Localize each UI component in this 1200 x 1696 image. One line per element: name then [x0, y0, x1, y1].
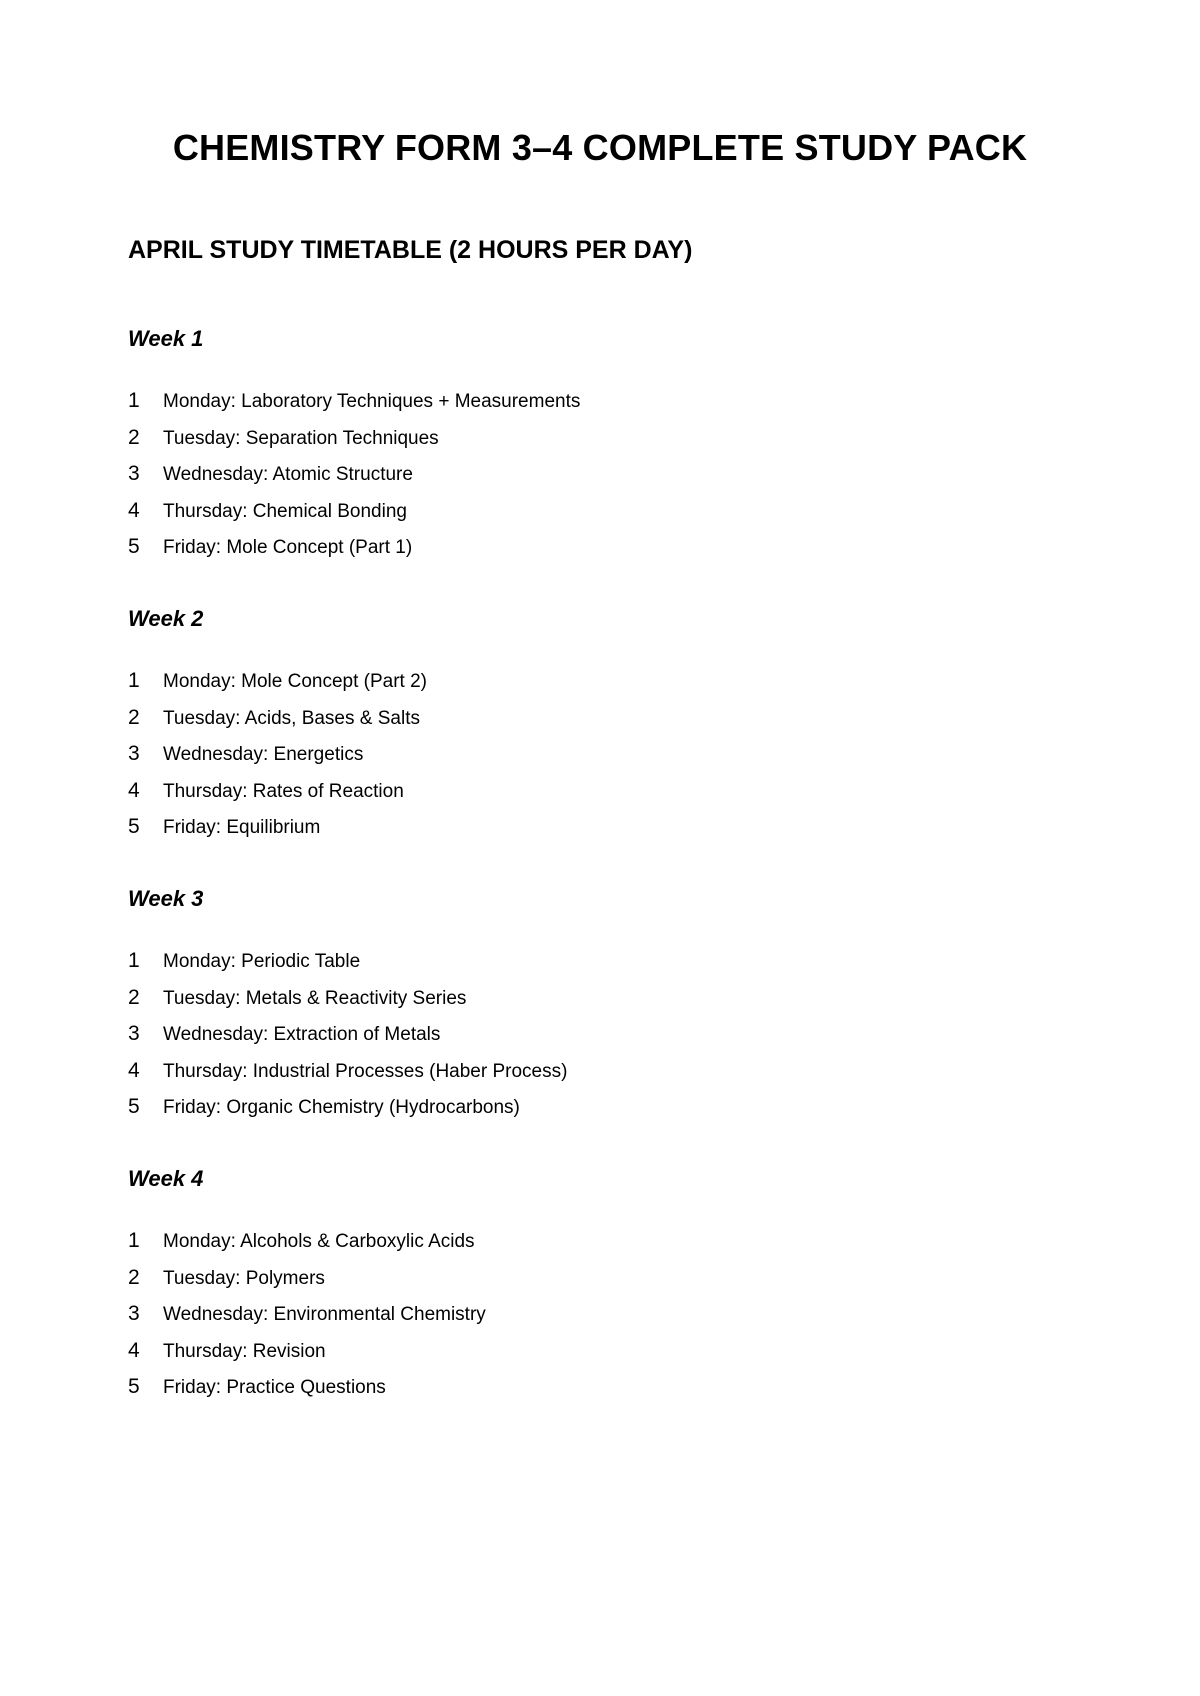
week-section: [128, 604, 1028, 849]
item-text: Monday: Mole Concept (Part 2): [163, 671, 428, 692]
item-number: 5: [128, 815, 140, 838]
list-item: [128, 1299, 1028, 1336]
list-item: [128, 1336, 1028, 1373]
list-item: [128, 703, 1028, 740]
list-item: [128, 946, 1028, 983]
item-text: Wednesday: Extraction of Metals: [163, 1024, 441, 1045]
item-text: Thursday: Rates of Reaction: [163, 780, 404, 802]
item-text: Thursday: Industrial Processes (Haber Process): [163, 1060, 568, 1082]
item-number: 3: [128, 742, 140, 765]
week-section: [128, 324, 1028, 569]
item-text: Tuesday: Polymers: [163, 1267, 325, 1289]
item-number: 3: [128, 1302, 140, 1325]
week-heading: Week 4: [128, 1166, 204, 1191]
list-item: [128, 386, 1028, 423]
list-item: [128, 1019, 1028, 1056]
item-text: Tuesday: Separation Techniques: [163, 427, 439, 449]
item-text: Tuesday: Metals & Reactivity Series: [163, 987, 467, 1009]
list-item: [128, 1056, 1028, 1093]
list-item: [128, 1226, 1028, 1263]
item-text: Friday: Organic Chemistry (Hydrocarbons): [163, 1097, 520, 1118]
list-item: [128, 423, 1028, 460]
item-text: Monday: Alcohols & Carboxylic Acids: [163, 1231, 475, 1252]
item-number: 4: [128, 1058, 140, 1082]
item-number: 2: [128, 985, 140, 1009]
list-item: [128, 1263, 1028, 1300]
list-item: [128, 1092, 1028, 1129]
list-item: [128, 532, 1028, 569]
item-text: Wednesday: Atomic Structure: [163, 464, 413, 485]
item-number: 4: [128, 778, 140, 802]
item-number: 4: [128, 498, 140, 522]
item-number: 1: [128, 1229, 140, 1252]
list-item: [128, 666, 1028, 703]
item-number: 3: [128, 1022, 140, 1045]
item-number: 5: [128, 1095, 140, 1118]
item-text: Friday: Equilibrium: [163, 817, 321, 838]
item-number: 4: [128, 1338, 140, 1362]
list-item: [128, 812, 1028, 849]
list-item: [128, 1372, 1028, 1409]
list-item: [128, 459, 1028, 496]
item-text: Wednesday: Energetics: [163, 744, 364, 765]
item-number: 5: [128, 535, 140, 558]
week-heading: Week 3: [128, 886, 204, 911]
week-heading: Week 1: [128, 326, 204, 351]
list-item: [128, 496, 1028, 533]
week-list: [128, 386, 1028, 569]
item-number: 1: [128, 949, 140, 972]
item-text: Friday: Practice Questions: [163, 1377, 386, 1398]
item-text: Monday: Laboratory Techniques + Measurements: [163, 391, 581, 412]
item-number: 1: [128, 389, 140, 412]
item-text: Monday: Periodic Table: [163, 951, 361, 972]
item-number: 3: [128, 462, 140, 485]
item-text: Friday: Mole Concept (Part 1): [163, 537, 413, 558]
list-item: [128, 739, 1028, 776]
item-text: Thursday: Revision: [163, 1340, 326, 1362]
item-text: Thursday: Chemical Bonding: [163, 500, 407, 522]
item-number: 5: [128, 1375, 140, 1398]
item-number: 2: [128, 705, 140, 729]
week-list: [128, 946, 1028, 1129]
item-number: 2: [128, 1265, 140, 1289]
item-text: Wednesday: Environmental Chemistry: [163, 1304, 486, 1325]
document-title: CHEMISTRY FORM 3–4 COMPLETE STUDY PACK: [172, 127, 1028, 168]
list-item: [128, 983, 1028, 1020]
week-list: [128, 666, 1028, 849]
week-section: [128, 884, 1028, 1129]
week-heading: Week 2: [128, 606, 204, 631]
item-number: 2: [128, 425, 140, 449]
section-heading: APRIL STUDY TIMETABLE (2 HOURS PER DAY): [128, 236, 693, 264]
list-item: [128, 776, 1028, 813]
week-section: [128, 1164, 1028, 1409]
item-text: Tuesday: Acids, Bases & Salts: [163, 707, 420, 729]
week-list: [128, 1226, 1028, 1409]
item-number: 1: [128, 669, 140, 692]
